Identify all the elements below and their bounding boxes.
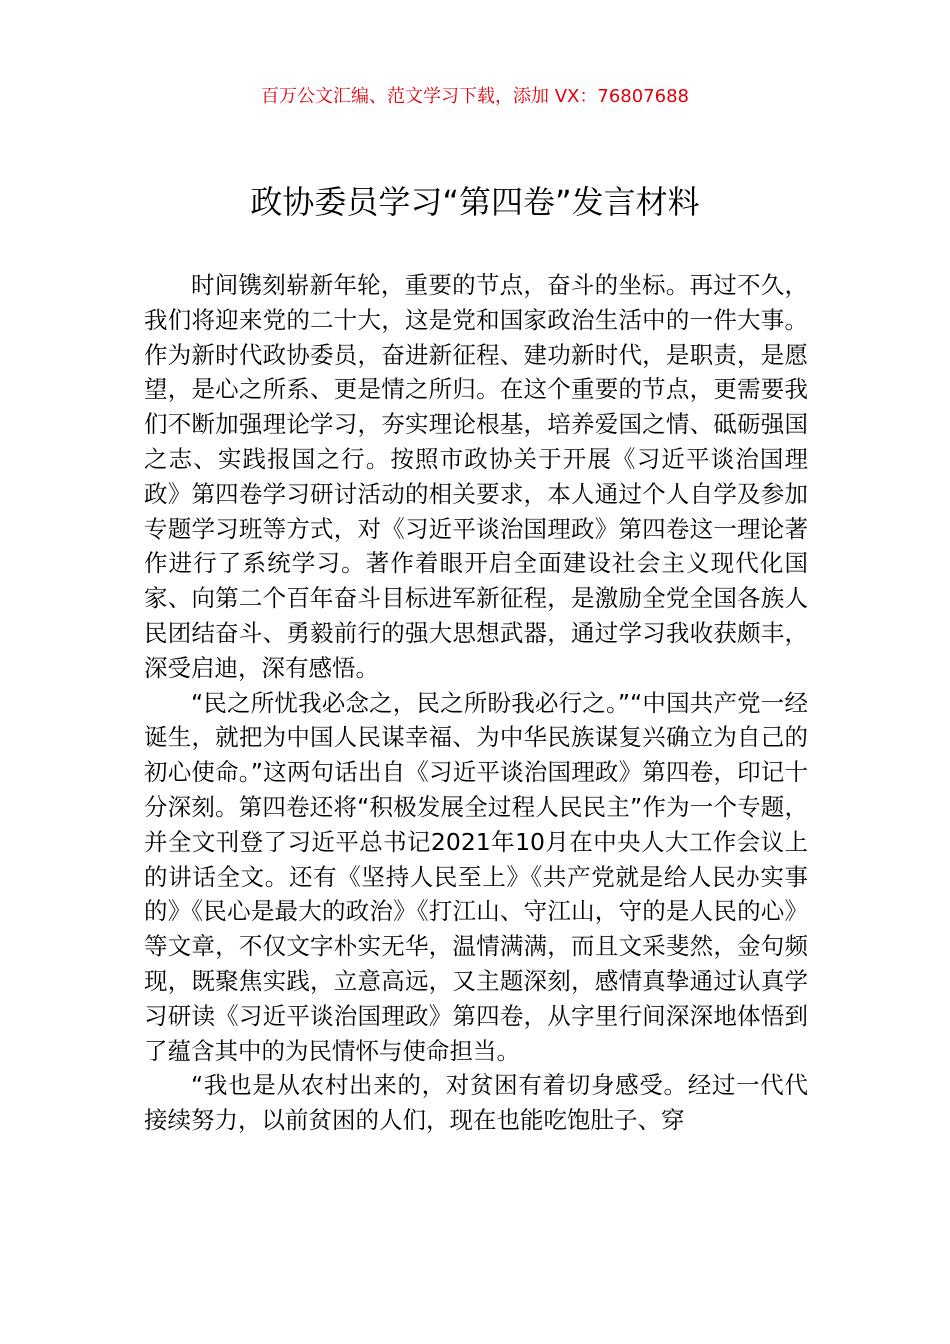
- header-note: 百万公文汇编、范文学习下载，添加 VX：76807688: [261, 86, 689, 107]
- paragraph-2: “民之所忧我必念之，民之所盼我必行之。”“中国共产党一经诞生，就把为中国人民谋幸福、为中华民族谋复兴确立为自己的初心使命。”这两句话出自《习近平谈治国理政》第四卷，印记十分深刻。第四卷还将“积极发展全过程人民民主”作为一个专题，并全文刊登了习近平总书记2021年10月在中央人大工作会议上的讲话全文。还有《坚持人民至上》《共产党就是给人民办实事的》《民心是最大的政治》《打江山、守江山，守的是人民的心》等文章，不仅文字朴实无华，温情满满，而且文采斐然，金句频现，既聚焦实践，立意高远，又主题深刻，感情真挚通过认真学习研读《习近平谈治国理政》第四卷，从字里行间深深地体悟到了蕴含其中的为民情怀与使命担当。: [144, 688, 808, 1065]
- paragraph-3: “我也是从农村出来的，对贫困有着切身感受。经过一代代接续努力，以前贫困的人们，现在也能吃饱肚子、穿: [144, 1071, 808, 1135]
- paragraph-1: 时间镌刻崭新年轮，重要的节点，奋斗的坐标。再过不久，我们将迎来党的二十大，这是党和国家政治生活中的一件大事。作为新时代政协委员，奋进新征程、建功新时代，是职责，是愿望，是心之所系、更是情之所归。在这个重要的节点，更需要我们不断加强理论学习，夯实理论根基，培养爱国之情、砥砺强国之志、实践报国之行。按照市政协关于开展《习近平谈治国理政》第四卷学习研讨活动的相关要求，本人通过个人自学及参加专题学习班等方式，对《习近平谈治国理政》第四卷这一理论著作进行了系统学习。著作着眼开启全面建设社会主义现代化国家、向第二个百年奋斗目标进军新征程，是激励全党全国各族人民团结奋斗、勇毅前行的强大思想武器，通过学习我收获颇丰，深受启迪，深有感悟。: [144, 271, 808, 682]
- document-body: [144, 268, 808, 1138]
- document-title: 政协委员学习“第四卷”发言材料: [250, 183, 700, 221]
